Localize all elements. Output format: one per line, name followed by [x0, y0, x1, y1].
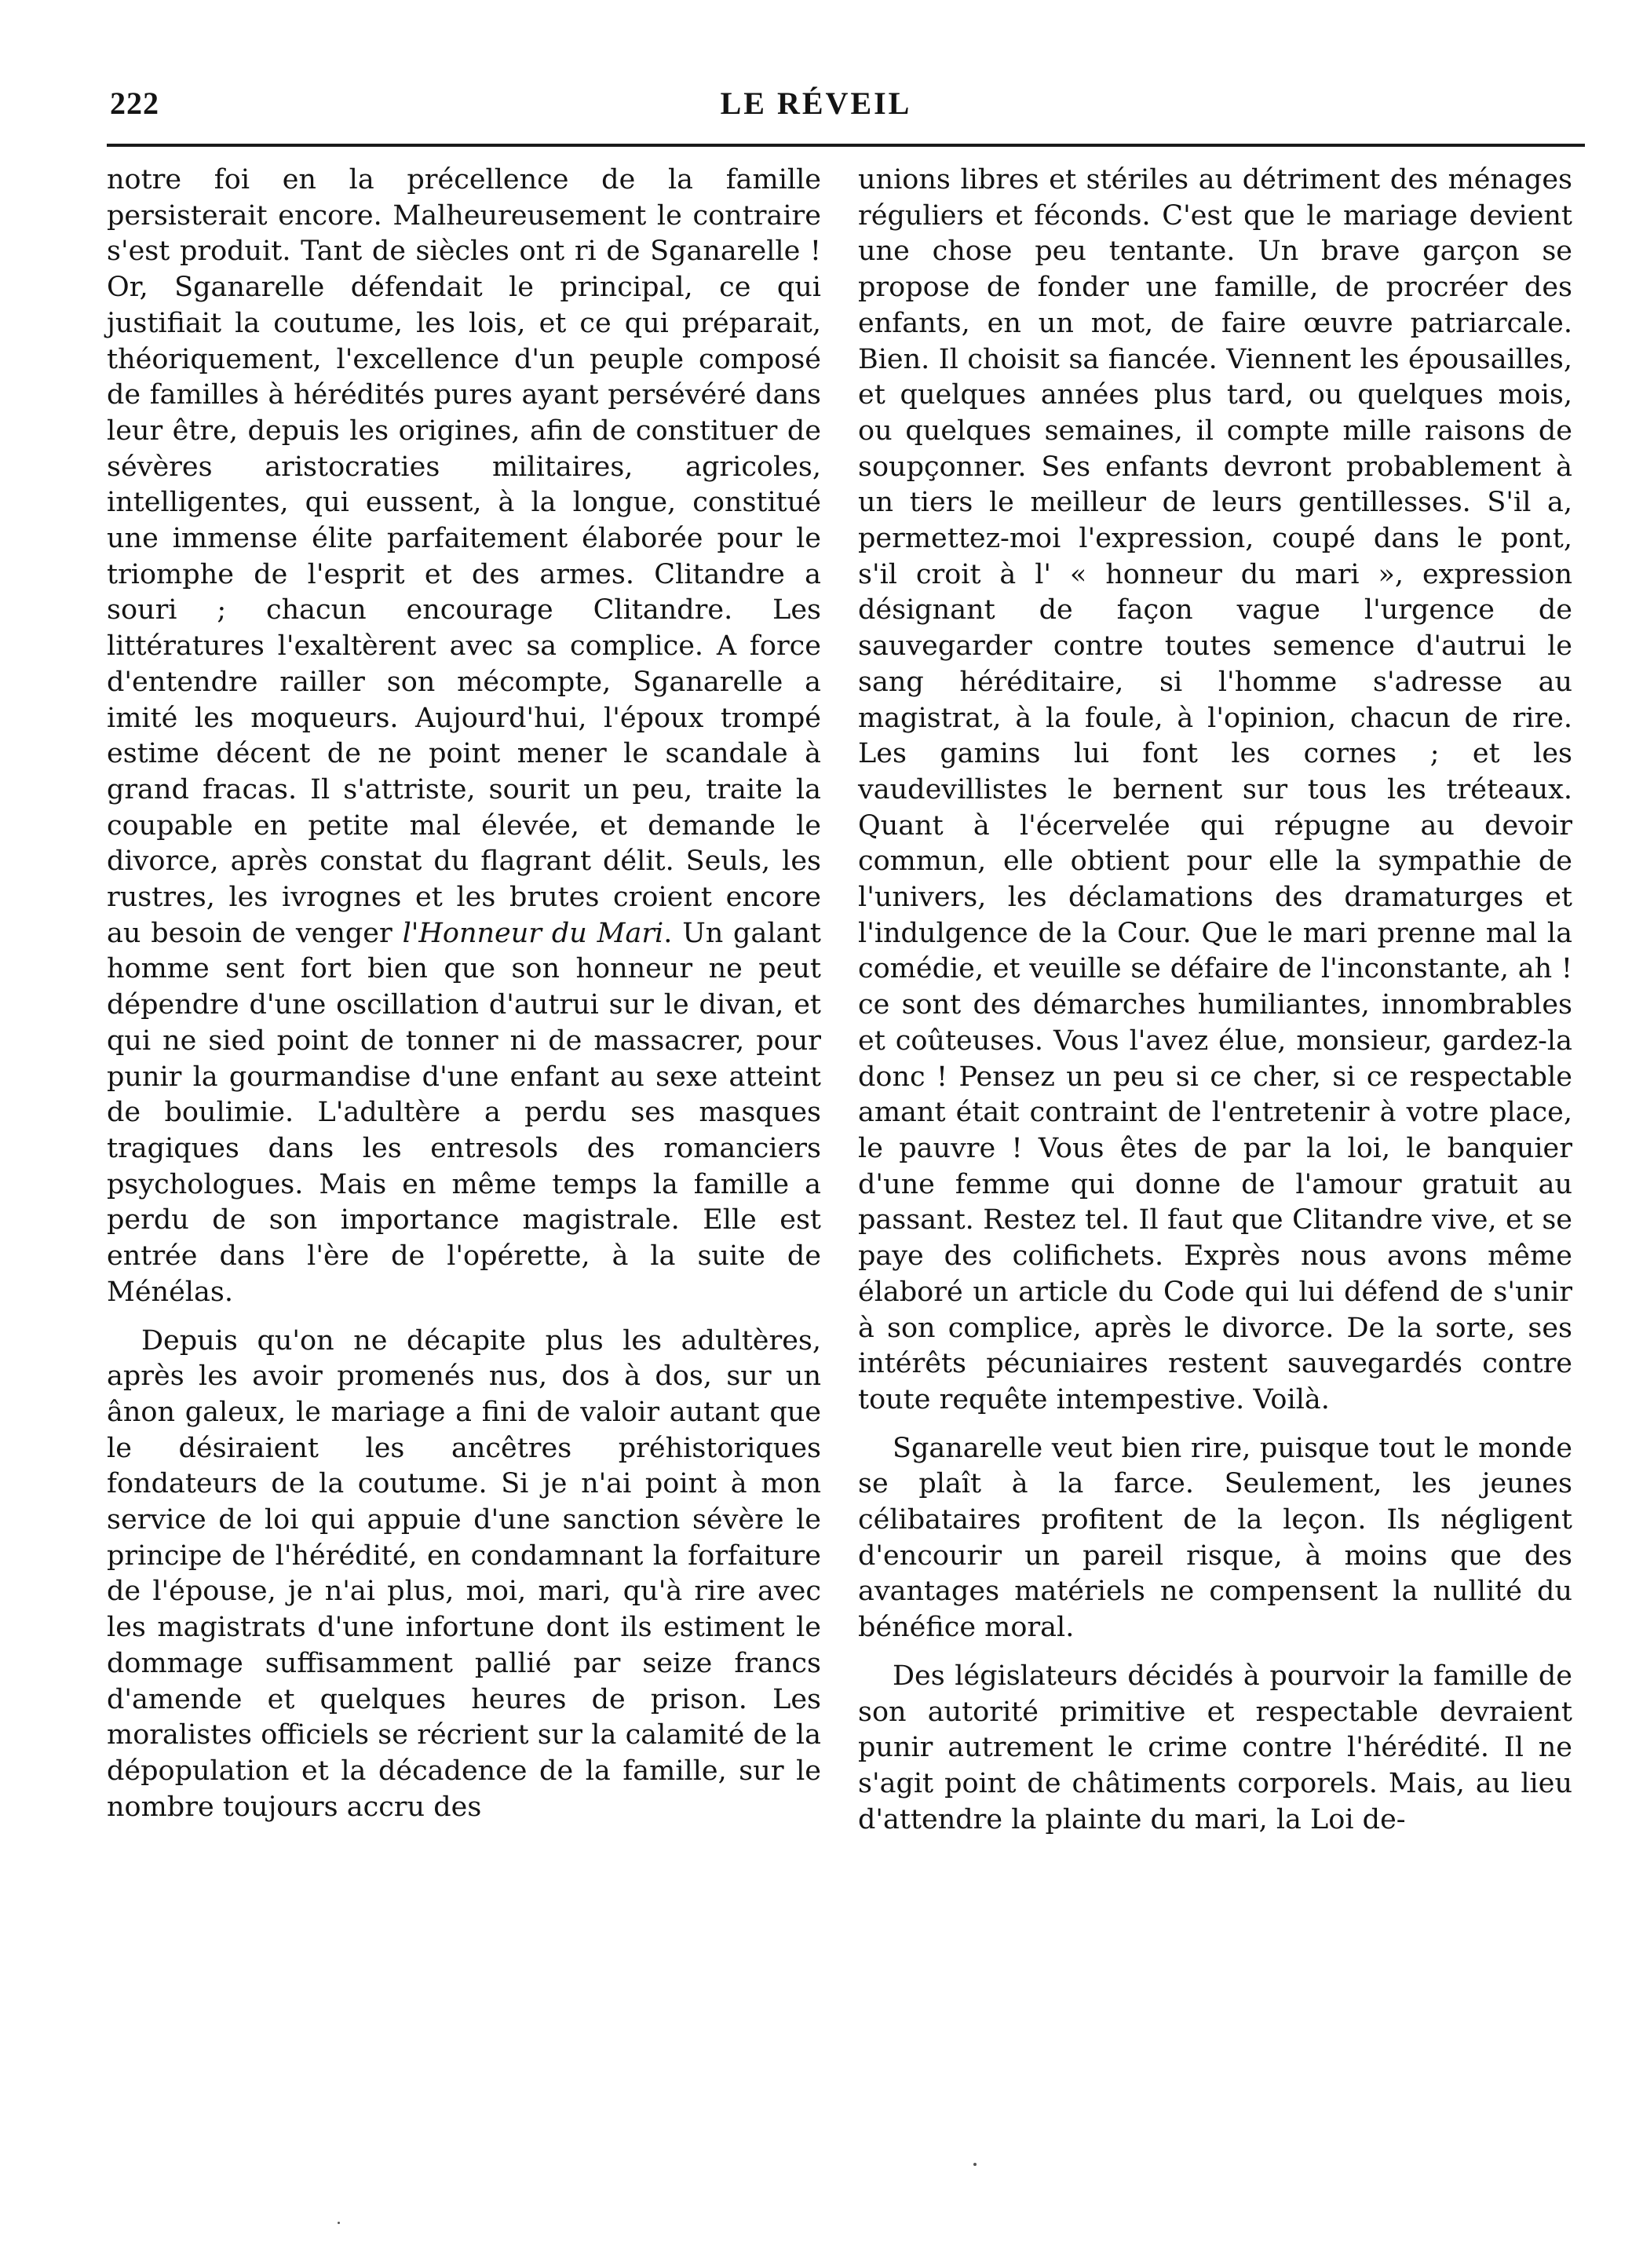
- left-paragraph-2: Depuis qu'on ne décapite plus les adultères, après les avoir promenés nus, dos à dos, sur un ânon galeux, le mariage a fini de valoir autant que le désiraient les ancêtres préhistoriques fondateurs de la coutume. Si je n'ai point à mon service de loi qui appuie d'une sanction sévère le principe de l'hérédité, en condamnant la forfaiture de l'épouse, je n'ai plus, moi, mari, qu'à rire avec les magistrats d'une infortune dont ils estiment le dommage suffisamment pallié par seize francs d'amende et quelques heures de prison. Les moralistes officiels se récrient sur la calamité de la dépopulation et la décadence de la famille, sur le nombre toujours accru des: [107, 1324, 821, 1823]
- print-speck: [973, 2163, 977, 2166]
- left-column: [107, 163, 821, 1825]
- italic-title-honneur: l'Honneur du Mari: [402, 917, 664, 949]
- page-number: 222: [110, 86, 159, 121]
- left-paragraph-1: [107, 163, 821, 1311]
- running-title: LE RÉVEIL: [720, 86, 912, 121]
- left-paragraph-1-text: notre foi en la précellence de la famille persisterait encore. Malheureusement le contraire s'est produit. Tant de siècles ont ri de Sganarelle ! Or, Sganarelle défendait le principal, ce qui justifiait la coutume, les lois, et ce qui préparait, théoriquement, l'excellence d'un peuple composé de familles à hérédités pures ayant persévéré dans leur être, depuis les origines, afin de constituer de sévères aristocraties militaires, agricoles, intelligentes, qui eussent, à la longue, constitué une immense élite parfaitement élaborée pour le triomphe de l'esprit et des armes. Clitandre a souri ; chacun encourage Clitandre. Les littératures l'exaltèrent avec sa complice. A force d'entendre railler son mécompte, Sganarelle a imité les moqueurs. Aujourd'hui, l'époux trompé estime décent de ne point mener le scandale à grand fracas. Il s'attriste, sourit un peu, traite la coupable en petite mal élevée, et demande le divorce, après constat du flagrant délit. Seuls, les rustres, les ivrognes et les brutes croient encore au besoin de venger: [107, 164, 821, 949]
- right-paragraph-1: unions libres et stériles au détriment des ménages réguliers et féconds. C'est que le mariage devient une chose peu tentante. Un brave garçon se propose de fonder une famille, de procréer des enfants, en un mot, de faire œuvre patriarcale. Bien. Il choisit sa fiancée. Viennent les épousailles, et quelques années plus tard, ou quelques mois, ou quelques semaines, il compte mille raisons de soupçonner. Ses enfants devront probablement à un tiers le meilleur de leurs gentillesses. S'il a, permettez-moi l'expression, coupé dans le pont, s'il croit à l' « honneur du mari », expression désignant de façon vague l'urgence de sauvegarder contre toutes semence d'autrui le sang héréditaire, si l'homme s'adresse au magistrat, à la foule, à l'opinion, chacun de rire. Les gamins lui font les cornes ; et les vaudevillistes le bernent sur tous les tréteaux. Quant à l'écervelée qui répugne au devoir commun, elle obtient pour elle la sympathie de l'univers, les déclamations des dramaturges et l'indulgence de la Cour. Que le mari prenne mal la comédie, et veuille se défaire de l'inconstante, ah ! ce sont des démarches humiliantes, innombrables et coûteuses. Vous l'avez élue, monsieur, gardez-la donc ! Pensez un peu si ce cher, si ce respectable amant était contraint de l'entretenir à votre place, le pauvre ! Vous êtes de par la loi, le banquier d'une femme qui donne de l'amour gratuit au passant. Restez tel. Il faut que Clitandre vive, et se paye des colifichets. Exprès nous avons même élaboré un article du Code qui lui défend de s'unir à son complice, après le divorce. De la sorte, ses intérêts pécuniaires restent sauvegardés contre toute requête intempestive. Voilà.: [858, 164, 1572, 1415]
- header-rule: [107, 144, 1585, 147]
- right-paragraph-3: Des législateurs décidés à pourvoir la famille de son autorité primitive et respectable devraient punir autrement le crime contre l'hérédité. Il ne s'agit point de châtiments corporels. Mais, au lieu d'attendre la plainte du mari, la Loi de-: [858, 1660, 1572, 1835]
- print-speck: [338, 2222, 340, 2224]
- right-column: [858, 163, 1572, 1838]
- left-paragraph-1-end: . Un galant homme sent fort bien que son honneur ne peut dépendre d'une oscillation d'autrui sur le divan, et qui ne sied point de tonner ni de massacrer, pour punir la gourmandise d'une enfant au sexe atteint de boulimie. L'adultère a perdu ses masques tragiques dans les entresols des romanciers psychologues. Mais en même temps la famille a perdu de son importance magistrale. Elle est entrée dans l'ère de l'opérette, à la suite de Ménélas.: [107, 917, 821, 1308]
- right-paragraph-2: Sganarelle veut bien rire, puisque tout le monde se plaît à la farce. Seulement, les jeunes célibataires profitent de la leçon. Ils négligent d'encourir un pareil risque, à moins que des avantages matériels ne compensent la nullité du bénéfice moral.: [858, 1432, 1572, 1644]
